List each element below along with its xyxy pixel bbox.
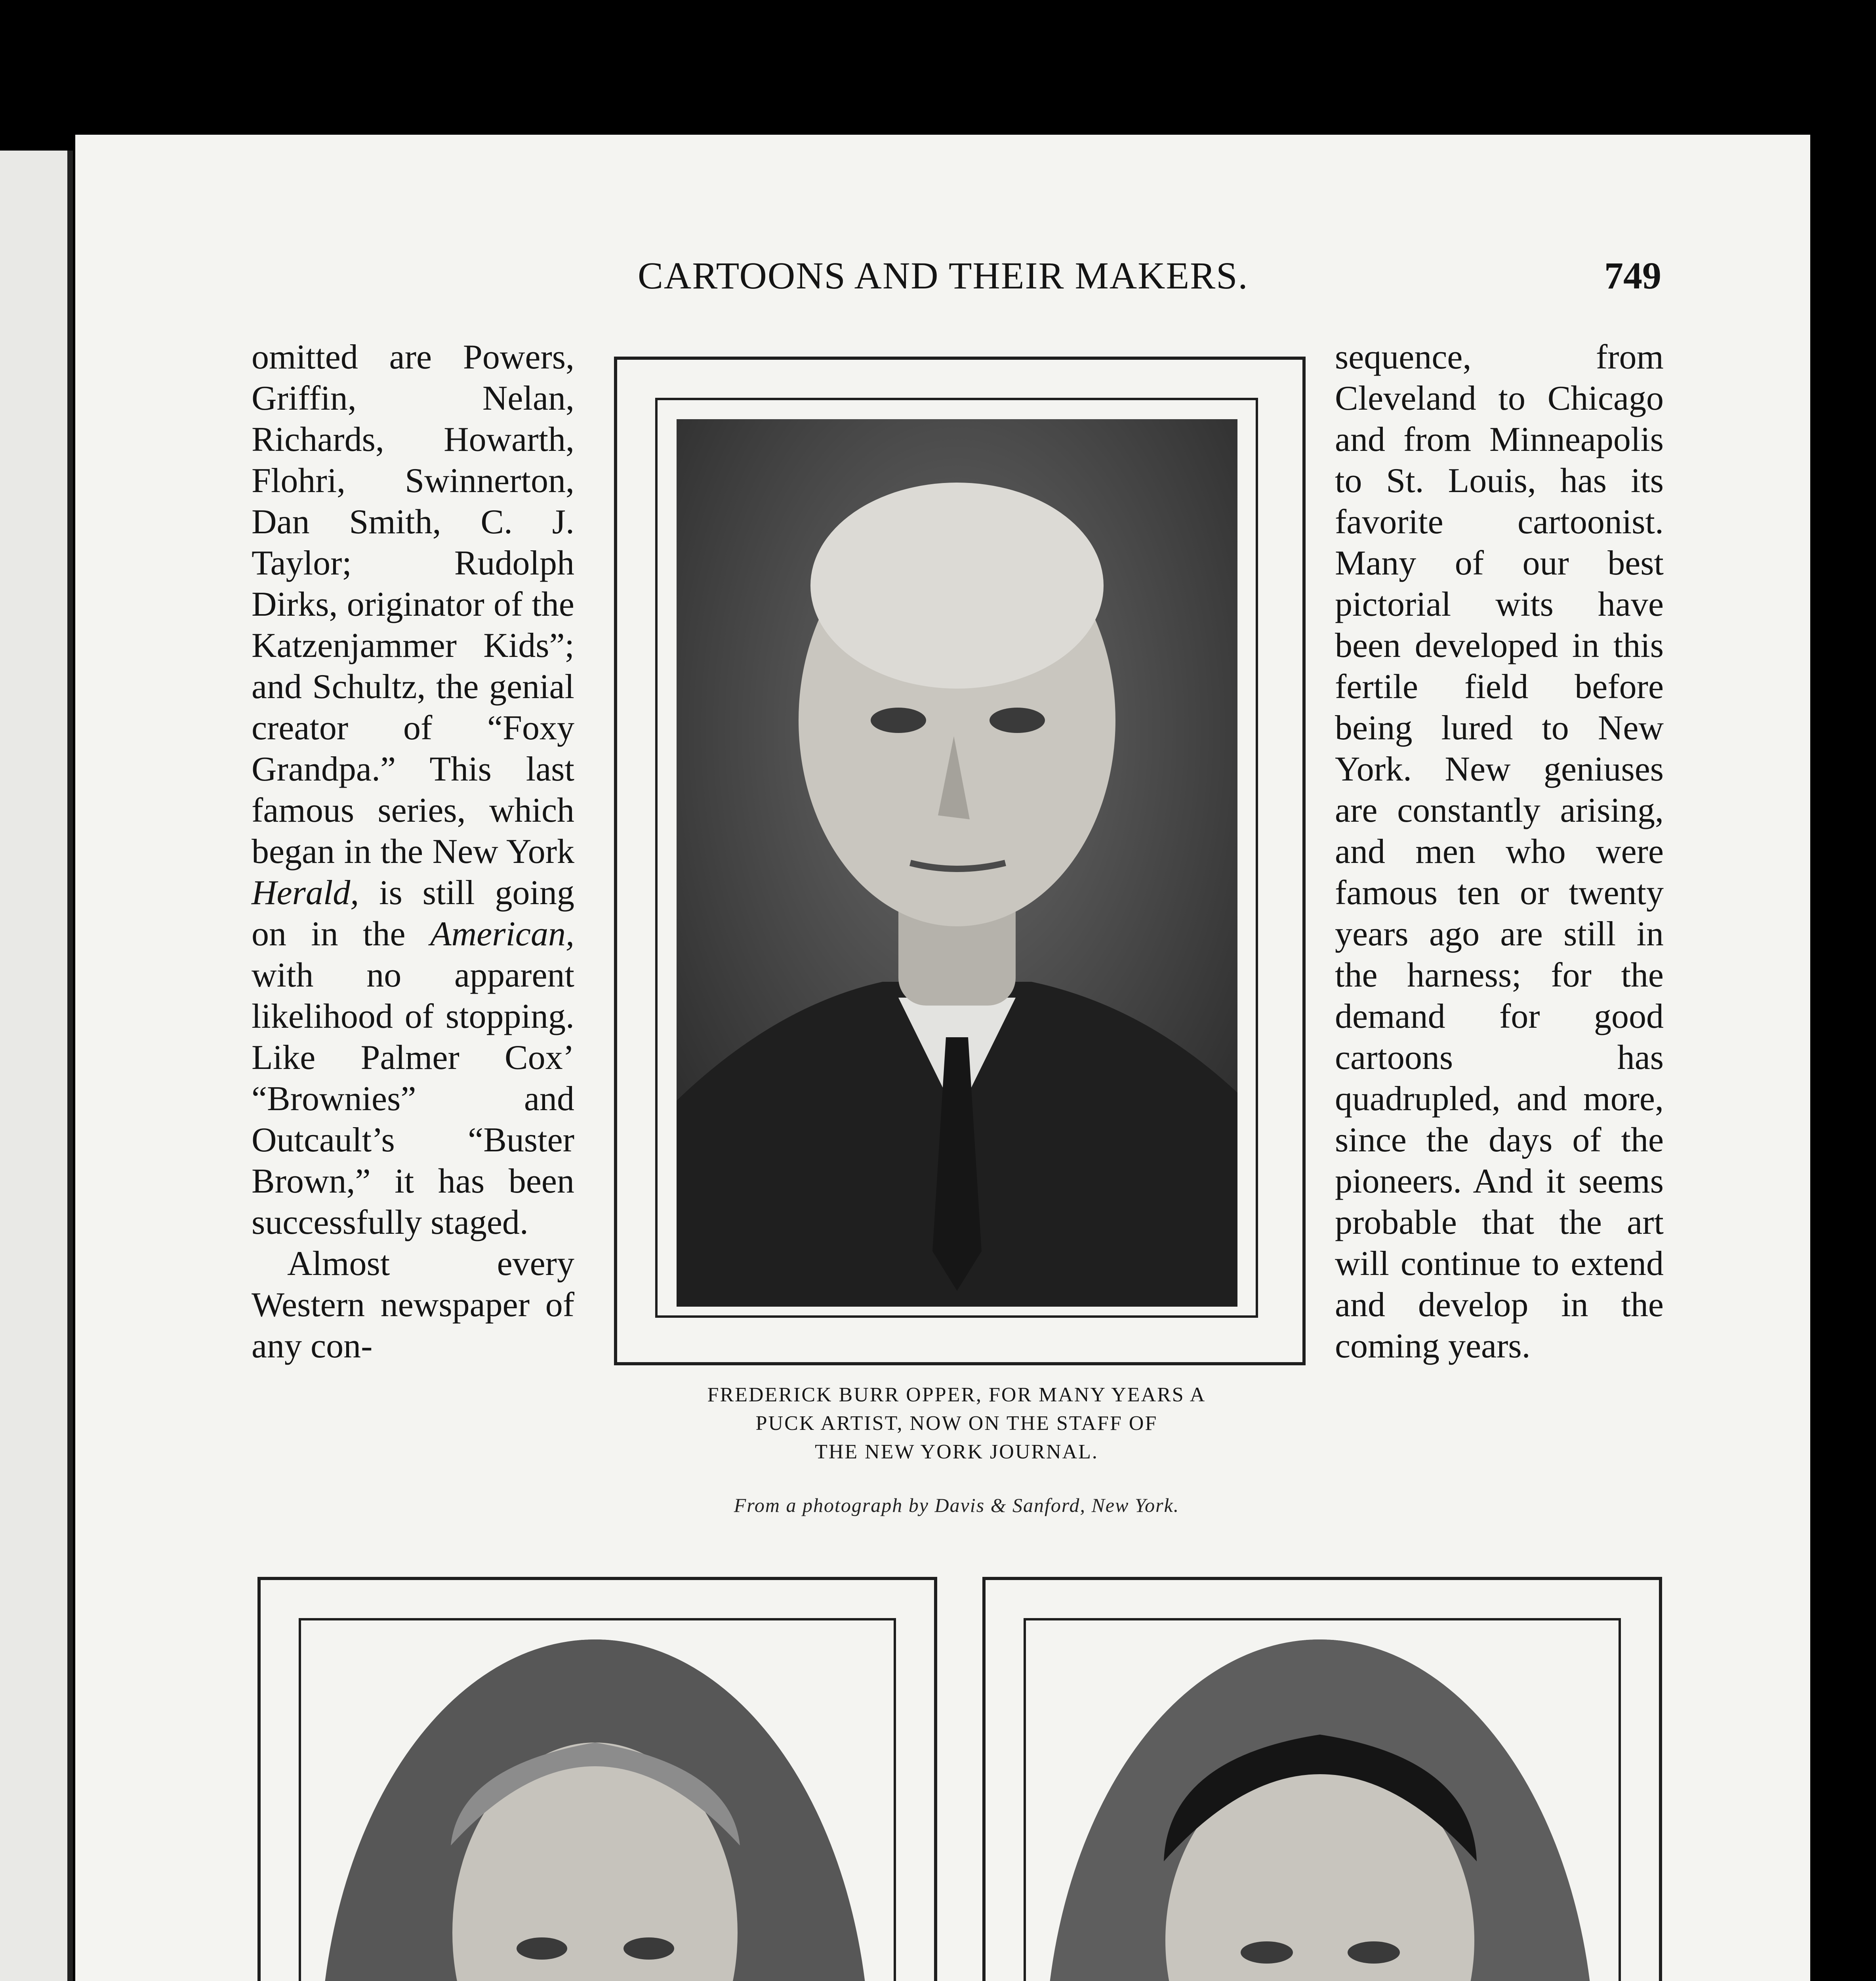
previous-page-edge <box>0 151 73 1981</box>
hamilton-photo-frame <box>982 1577 1662 1981</box>
page-header <box>75 254 1810 301</box>
opper-caption: FREDERICK BURR OPPER, FOR MANY YEARS A PUCK ARTIST, NOW ON THE STAFF OF THE NEW YORK JOURNAL. <box>707 1384 1206 1463</box>
opper-photo-frame <box>614 357 1306 1365</box>
left-paragraph-2: Almost every Western newspaper of any con- <box>252 1244 574 1365</box>
right-paragraph: sequence, from Cleveland to Chicago and from Minneapolis to St. Louis, has its favorite cartoonist. Many of our best pictorial wits have been developed in this fertile field before being lured to New York. New geniuses are constantly arising, and men who were famous ten or twenty years ago are still in the harness; for the demand for good cartoons has quadrupled, and more, since the days of the pioneers. And it seems probable that the art will continue to extend and develop in the coming years. <box>1335 338 1664 1365</box>
page-number: 749 <box>1604 254 1661 297</box>
opper-portrait-photo <box>677 419 1237 1307</box>
opper-portrait-illustration <box>677 419 1237 1307</box>
right-text-column <box>1335 337 1664 1367</box>
running-head: CARTOONS AND THEIR MAKERS. <box>638 254 1249 297</box>
magazine-page <box>75 135 1810 1981</box>
left-text-column <box>252 337 574 1367</box>
left-paragraph-1: omitted are Powers, Griffin, Nelan, Richards, Howarth, Flohri, Swinnerton, Dan Smith, C. J. Taylor; Rudolph Dirks, originator of the Katzenjammer Kids”; and Schultz, the genial creator of “Foxy Grandpa.” This last famous series, which began in the New York Herald, is still going on in the American, with no apparent likelihood of stopping. Like Palmer Cox’ “Brownies” and Outcault’s “Buster Brown,” it has been successfully staged. <box>252 338 574 1242</box>
opper-photo-credit: From a photograph by Davis & Sanford, New York. <box>734 1494 1180 1516</box>
rogers-photo-frame <box>257 1577 937 1981</box>
